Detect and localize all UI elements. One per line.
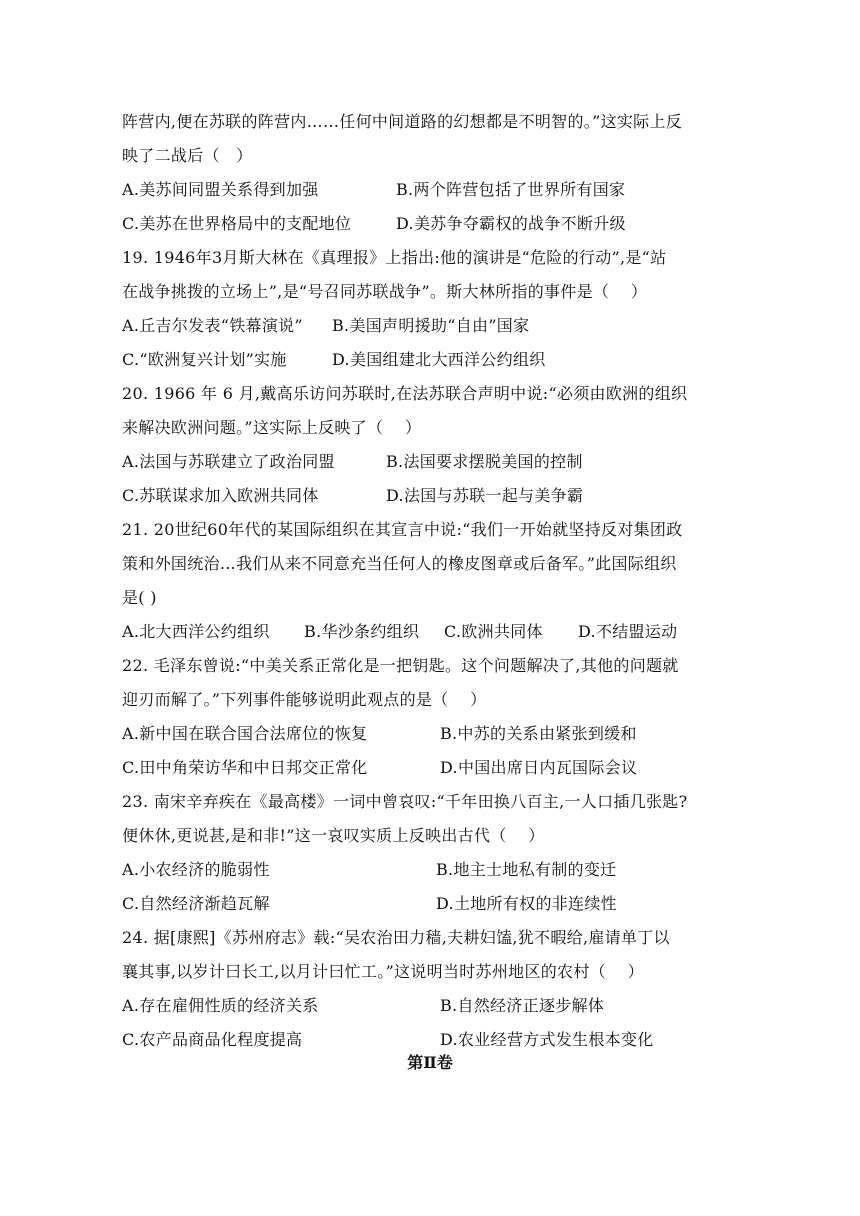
q19-text-line-1: 19. 1946年3月斯大林在《真理报》上指出:他的演讲是“危险的行动”,是“站 (122, 248, 667, 267)
q22-text-line-2: 迎刃而解了。”下列事件能够说明此观点的是（ ） (122, 690, 487, 709)
q21-text-line-2: 策和外国统治…我们从来不同意充当任何人的橡皮图章或后备军。”此国际组织 (122, 554, 677, 573)
q19-option-c: C.“欧洲复兴计划”实施 (122, 350, 287, 369)
q24-option-c: C.农产品商品化程度提高 (122, 1030, 303, 1049)
section-heading: 第Ⅱ卷 (407, 1053, 453, 1072)
q19-option-a: A.丘吉尔发表“铁幕演说” (122, 316, 303, 335)
q24-option-a: A.存在雇佣性质的经济关系 (122, 996, 319, 1015)
q22-option-b: B.中苏的关系由紧张到缓和 (440, 724, 637, 743)
q18-option-b: B.两个阵营包括了世界所有国家 (396, 180, 626, 199)
q18-text-line-2: 映了二战后（ ） (122, 146, 253, 165)
q18-option-a: A.美苏间同盟关系得到加强 (122, 180, 319, 199)
q22-option-d: D.中国出席日内瓦国际会议 (440, 758, 638, 777)
q22-text-line-1: 22. 毛泽东曾说:“中美关系正常化是一把钥匙。这个问题解决了,其他的问题就 (122, 656, 679, 675)
q20-option-d: D.法国与苏联一起与美争霸 (386, 486, 584, 505)
q21-option-b: B.华沙条约组织 (304, 622, 420, 641)
q23-option-a: A.小农经济的脆弱性 (122, 860, 270, 879)
q23-option-b: B.地主士地私有制的变迁 (436, 860, 617, 879)
q19-option-b: B.美国声明援助“自由”国家 (332, 316, 530, 335)
q19-option-d: D.美国组建北大西洋公约组织 (332, 350, 546, 369)
q23-option-c: C.自然经济渐趋瓦解 (122, 894, 270, 913)
q22-option-a: A.新中国在联合国合法席位的恢复 (122, 724, 368, 743)
q21-text-line-1: 21. 20世纪60年代的某国际组织在其宣言中说:“我们一开始就坚持反对集团政 (122, 520, 683, 539)
q20-option-a: A.法国与苏联建立了政治同盟 (122, 452, 335, 471)
q24-text-line-2: 襄其事,以岁计曰长工,以月计曰忙工。”这说明当时苏州地区的农村（ ） (122, 962, 644, 981)
q20-option-c: C.苏联谋求加入欧洲共同体 (122, 486, 319, 505)
q22-option-c: C.田中角荣访华和中日邦交正常化 (122, 758, 368, 777)
q21-option-a: A.北大西洋公约组织 (122, 622, 270, 641)
q20-text-line-2: 来解决欧洲问题。”这实际上反映了（ ） (122, 418, 422, 437)
q21-text-line-3: 是( ) (122, 588, 157, 607)
q21-option-c: C.欧洲共同体 (444, 622, 543, 641)
q20-text-line-1: 20. 1966 年 6 月,戴高乐访问苏联时,在法苏联合声明中说:“必须由欧洲的组织 (122, 384, 688, 403)
q24-option-b: B.自然经济正逐步解体 (440, 996, 605, 1015)
q23-option-d: D.土地所有权的非连续性 (436, 894, 617, 913)
q18-option-c: C.美苏在世界格局中的支配地位 (122, 214, 352, 233)
q23-text-line-1: 23. 南宋辛弃疾在《最高楼》一词中曾哀叹:“千年田换八百主,一人口插几张匙? (122, 792, 688, 811)
q18-text-line-1: 阵营内,便在苏联的阵营内……任何中间道路的幻想都是不明智的。”这实际上反 (122, 112, 683, 131)
q21-option-d: D.不结盟运动 (578, 622, 678, 641)
q24-text-line-1: 24. 据[康熙]《苏州府志》载:“吴农治田力穑,夫耕妇馌,犹不暇给,雇请单丁以 (122, 928, 670, 947)
q20-option-b: B.法国要求摆脱美国的控制 (386, 452, 583, 471)
q24-option-d: D.农业经营方式发生根本变化 (440, 1030, 654, 1049)
q23-text-line-2: 便休休,更说甚,是和非!”这一哀叹实质上反映出古代（ ） (122, 826, 545, 845)
q19-text-line-2: 在战争挑拨的立场上”,是“号召同苏联战争”。斯大林所指的事件是（ ） (122, 282, 648, 301)
q18-option-d: D.美苏争夺霸权的战争不断升级 (396, 214, 626, 233)
